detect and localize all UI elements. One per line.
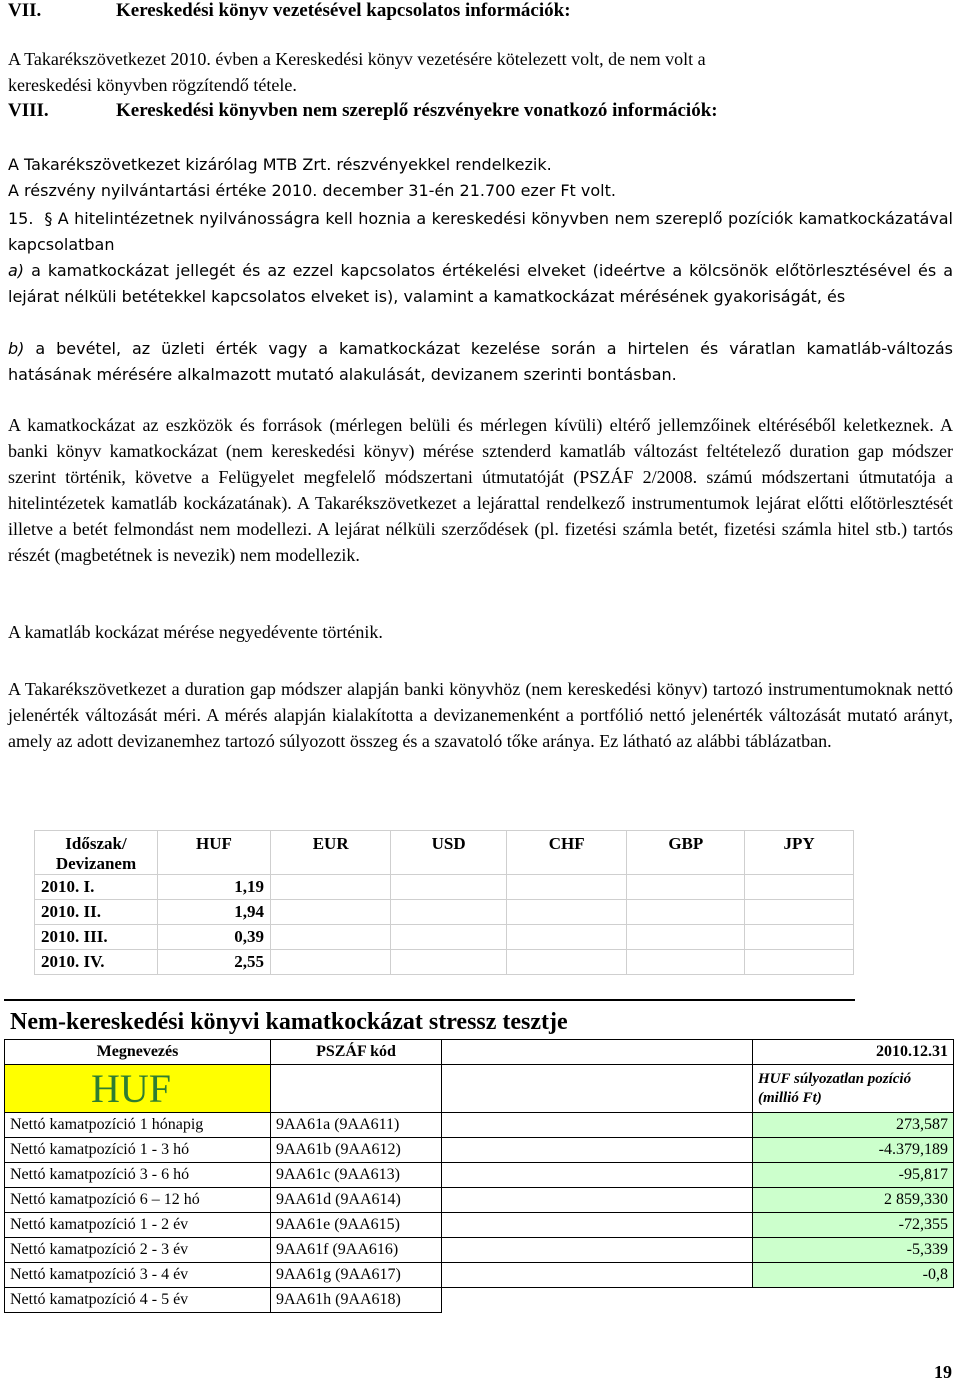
- section8-line2: A részvény nyilvántartási értéke 2010. december 31-én 21.700 ezer Ft volt.: [8, 181, 616, 200]
- point15-a-text: a kamatkockázat jellegét és az ezzel kapcsolatos értékelési elveket (ideértve a kölcsönök előtörlesztésével és a lejárat nélküli betétekkel kapcsolatos elveket is), valamint a kamatkockázat mérésének gyakoriságát, és: [8, 261, 953, 306]
- stress-currency-row: [5, 1065, 954, 1113]
- position-name: Nettó kamatpozíció 6 – 12 hó: [5, 1188, 271, 1213]
- period-cell: 2010. IV.: [35, 950, 158, 975]
- weighted-position-label: HUF súlyozatlan pozíció (millió Ft): [753, 1065, 954, 1113]
- table-header-cell: Időszak/ Devizanem: [35, 831, 158, 875]
- table-row: [35, 925, 854, 950]
- position-value: 273,587: [753, 1113, 954, 1138]
- point15-bullet: §: [44, 209, 53, 228]
- stress-test-title: Nem-kereskedési könyvi kamatkockázat stressz tesztje: [4, 999, 855, 1039]
- table-header-row: [35, 831, 854, 875]
- position-code: 9AA61f (9AA616): [271, 1238, 442, 1263]
- period-cell: 2010. II.: [35, 900, 158, 925]
- position-value: -95,817: [753, 1163, 954, 1188]
- position-code: 9AA61h (9AA618): [271, 1288, 442, 1313]
- position-value: [753, 1288, 954, 1313]
- paragraph-2: A kamatláb kockázat mérése negyedévente történik.: [8, 622, 383, 642]
- table-row: [35, 900, 854, 925]
- position-code: 9AA61g (9AA617): [271, 1263, 442, 1288]
- position-name: Nettó kamatpozíció 4 - 5 év: [5, 1288, 271, 1313]
- table-header-cell: HUF: [158, 831, 271, 875]
- table-header-cell: CHF: [507, 831, 627, 875]
- section7-para-line2: kereskedési könyvben rögzítendő tétele.: [8, 75, 297, 95]
- position-value: -4.379,189: [753, 1138, 954, 1163]
- position-code: 9AA61e (9AA615): [271, 1213, 442, 1238]
- table-row: [5, 1238, 954, 1263]
- table-row: [5, 1288, 954, 1313]
- position-name: Nettó kamatpozíció 1 hónapig: [5, 1113, 271, 1138]
- col-code-header: PSZÁF kód: [271, 1040, 442, 1065]
- period-cell: 2010. I.: [35, 875, 158, 900]
- paragraph-3: A Takarékszövetkezet a duration gap módszer alapján banki könyvhöz (nem kereskedési könyv) tartozó instrumentumoknak nettó jelenérték változását méri. A mérés alapján kialakította a devizanemenként a portfólió nettó jelenérték változását mutató arányt, amely az adott devizanemhez tartozó súlyozott összeg és a szavatoló tőke aránya. Ez látható az alábbi táblázatban.: [8, 679, 953, 751]
- table-row: [5, 1163, 954, 1188]
- point15-item-b: [8, 336, 953, 388]
- section7-para-line1: A Takarékszövetkezet 2010. évben a Kereskedési könyv vezetésére kötelezett volt, de nem volt a: [8, 49, 706, 69]
- point15-b-text: a bevétel, az üzleti érték vagy a kamatkockázat kezelése során a hirtelen és váratlan kamatláb-változás hatásának mérésére alkalmazott mutató alakulását, devizanem szerinti bontásban.: [8, 339, 953, 384]
- stress-header-row: [5, 1040, 954, 1065]
- table-row: [5, 1138, 954, 1163]
- huf-value-cell: 1,94: [158, 900, 271, 925]
- position-value: -5,339: [753, 1238, 954, 1263]
- interest-ratio-table: [34, 830, 854, 975]
- position-value: 2 859,330: [753, 1188, 954, 1213]
- stress-test-table: [4, 1039, 954, 1313]
- point15-b-label: b): [8, 339, 25, 358]
- position-value: -0,8: [753, 1263, 954, 1288]
- section8-heading-num: VIII.: [8, 100, 49, 121]
- paragraph-1: A kamatkockázat az eszközök és források (mérlegen belüli és mérlegen kívüli) eltérő jellemzőinek eltéréséből keletkeznek. A banki könyv kamatkockázat (nem kereskedési könyv) mérése sztenderd kamatláb változást feltételező duration gap módszer szerint történik, követve a Felügyelet megfelelő módszertani útmutatóját (PSZÁF 2/2008. számú módszertani útmutatója a hitelintézetek kamatláb kockázatának). A Takarékszövetkezet a lejárattal rendelkező instrumentumok lejárat előtti előtörlesztését illetve a betét felmondást nem modellezi. A lejárat nélküli szerződések (pl. fizetési számla betét, fizetési számla hitel stb.) tartós részét (magbetétnek is nevezik) nem modellezik.: [8, 415, 953, 565]
- table-row: [35, 875, 854, 900]
- position-code: 9AA61d (9AA614): [271, 1188, 442, 1213]
- point15-item-a: [8, 258, 953, 310]
- huf-value-cell: 2,55: [158, 950, 271, 975]
- table-header-cell: GBP: [627, 831, 745, 875]
- section7-heading-num: VII.: [8, 0, 42, 21]
- section8-line1: A Takarékszövetkezet kizárólag MTB Zrt. részvényekkel rendelkezik.: [8, 155, 552, 174]
- table-row: [5, 1263, 954, 1288]
- table-row: [5, 1188, 954, 1213]
- table-row: [35, 950, 854, 975]
- page-number: 19: [934, 1362, 952, 1382]
- table-header-cell: USD: [391, 831, 507, 875]
- stress-test-section: [4, 999, 954, 1313]
- point15-intro: [8, 206, 953, 258]
- position-value: -72,355: [753, 1213, 954, 1238]
- point15-number: 15.: [8, 209, 34, 228]
- position-name: Nettó kamatpozíció 1 - 3 hó: [5, 1138, 271, 1163]
- period-cell: 2010. III.: [35, 925, 158, 950]
- col-date-header: 2010.12.31: [753, 1040, 954, 1065]
- section8-heading: [8, 100, 908, 122]
- table-header-cell: EUR: [271, 831, 391, 875]
- huf-value-cell: 0,39: [158, 925, 271, 950]
- position-name: Nettó kamatpozíció 3 - 4 év: [5, 1263, 271, 1288]
- table-row: [5, 1213, 954, 1238]
- section7-heading-text: Kereskedési könyv vezetésével kapcsolatos információk:: [116, 0, 571, 21]
- position-code: 9AA61a (9AA611): [271, 1113, 442, 1138]
- huf-value-cell: 1,19: [158, 875, 271, 900]
- position-name: Nettó kamatpozíció 1 - 2 év: [5, 1213, 271, 1238]
- table-header-cell: JPY: [745, 831, 854, 875]
- section8-heading-text: Kereskedési könyvben nem szereplő részvényekre vonatkozó információk:: [116, 100, 718, 121]
- table-row: [5, 1113, 954, 1138]
- position-name: Nettó kamatpozíció 2 - 3 év: [5, 1238, 271, 1263]
- position-name: Nettó kamatpozíció 3 - 6 hó: [5, 1163, 271, 1188]
- point15-a-label: a): [8, 261, 25, 280]
- point15-intro-text: A hitelintézetnek nyilvánosságra kell hoznia a kereskedési könyvben nem szereplő pozíciók kamatkockázatával kapcsolatban: [8, 209, 953, 254]
- position-code: 9AA61c (9AA613): [271, 1163, 442, 1188]
- section7-heading: [8, 0, 571, 22]
- col-name-header: Megnevezés: [5, 1040, 271, 1065]
- currency-label: HUF: [5, 1065, 271, 1113]
- position-code: 9AA61b (9AA612): [271, 1138, 442, 1163]
